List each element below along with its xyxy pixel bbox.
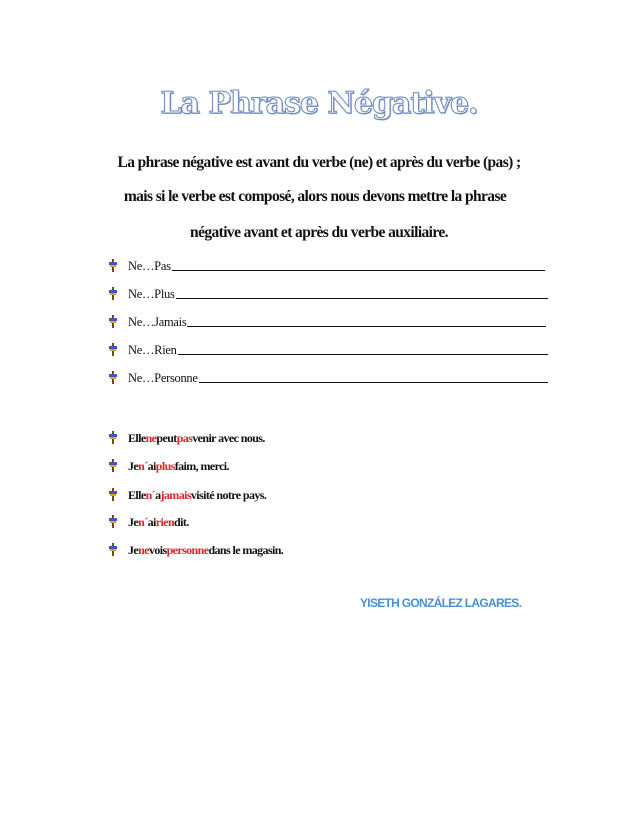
example-text: ai (147, 459, 156, 473)
pushpin-icon (108, 287, 118, 300)
fill-in-line[interactable] (172, 270, 545, 271)
example-item (108, 485, 266, 503)
example-text: visité notre pays. (190, 488, 267, 502)
pushpin-icon (108, 459, 118, 472)
negation-word: ne (145, 431, 157, 445)
fill-in-line[interactable] (176, 298, 548, 299)
pattern-item (108, 340, 548, 358)
author-signature: YISETH GONZÁLEZ LAGARES. (360, 596, 522, 610)
negation-word: ne (138, 543, 149, 557)
pushpin-icon (108, 515, 118, 528)
example-item (108, 540, 283, 558)
example-item (108, 456, 229, 474)
example-text: dit. (174, 515, 189, 529)
intro-line-1: La phrase négative est avant du verbe (ne) et après du verbe (pas) ; (117, 154, 521, 171)
negation-word: n´ (145, 488, 156, 502)
negation-word: jamais (160, 488, 191, 502)
example-text: Je (128, 459, 139, 473)
example-text: Elle (128, 431, 146, 445)
fill-in-line[interactable] (178, 354, 548, 355)
example-text: venir avec nous. (192, 431, 265, 445)
negation-word: pas (176, 431, 193, 445)
fill-in-line[interactable] (199, 382, 548, 383)
negation-word: plus (155, 459, 175, 473)
pattern-label: Ne…Pas (128, 259, 171, 273)
pattern-label: Ne…Jamais (128, 315, 187, 329)
example-text: Je (128, 515, 139, 529)
example-text: vois (148, 543, 167, 557)
pushpin-icon (108, 343, 118, 356)
pattern-item (108, 256, 545, 274)
intro-line-2: mais si le verbe est composé, alors nous devons mettre la phrase (123, 188, 507, 205)
example-item (108, 512, 189, 530)
example-text: peut (156, 431, 177, 445)
pattern-label: Ne…Plus (128, 287, 175, 301)
example-text: dans le magasin. (208, 543, 284, 557)
example-text: faim, merci. (174, 459, 229, 473)
pushpin-icon (108, 371, 118, 384)
pushpin-icon (108, 431, 118, 444)
pattern-label: Ne…Rien (128, 343, 177, 357)
pushpin-icon (108, 543, 118, 556)
negation-word: n´ (138, 515, 148, 529)
pushpin-icon (108, 488, 118, 501)
pattern-item (108, 284, 548, 302)
example-text: Je (128, 543, 139, 557)
pattern-item (108, 312, 546, 330)
example-text: Elle (128, 488, 146, 502)
fill-in-line[interactable] (187, 326, 546, 327)
example-text: ai (147, 515, 156, 529)
negation-word: personne (166, 543, 209, 557)
example-text: a (155, 488, 161, 502)
pattern-item (108, 368, 548, 386)
pushpin-icon (108, 315, 118, 328)
example-item (108, 428, 265, 446)
negation-word: n´ (138, 459, 148, 473)
page-title: La Phrase Négative. (160, 86, 478, 121)
pattern-label: Ne…Personne (128, 371, 198, 385)
pushpin-icon (108, 259, 118, 272)
negation-word: rien (155, 515, 175, 529)
intro-line-3: négative avant et après du verbe auxiliaire. (190, 224, 448, 241)
